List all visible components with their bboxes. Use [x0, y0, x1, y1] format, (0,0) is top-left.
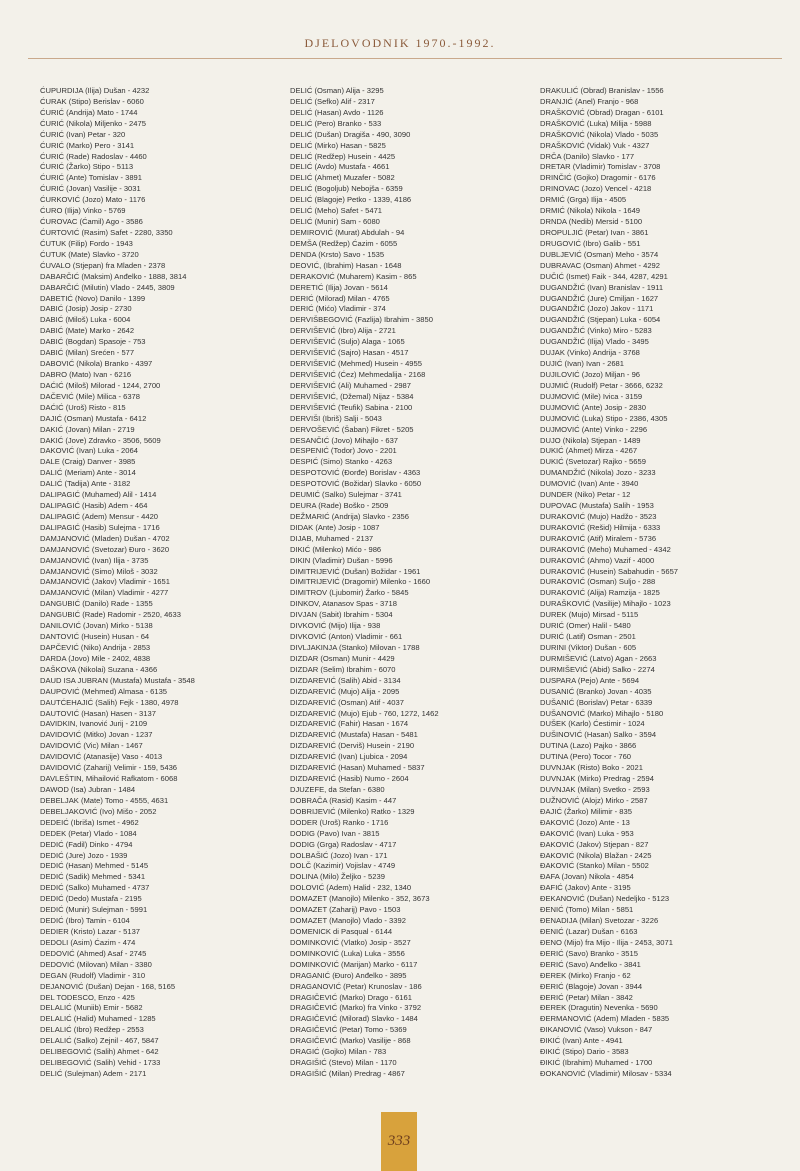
index-entry: ĐIKIĆ (Ibrahim) Muhamed - 1700 [540, 1058, 653, 1068]
index-entry: DALIĆ (Meriam) Ante - 3014 [40, 468, 136, 478]
index-entry: DOMENICK di Pasqual - 6144 [290, 926, 393, 936]
index-entry: DELIĆ (Mirko) Hasan - 5825 [290, 140, 386, 150]
index-entry: DABOVIĆ (Nikola) Branko - 4397 [40, 359, 153, 369]
index-entry: DRAŠKOVIĆ (Vidak) Vuk - 4327 [540, 140, 650, 150]
index-entry: DAVIDOVIĆ (Vic) Milan - 1467 [40, 741, 143, 751]
index-entry: DABARČIĆ (Maksim) Anđelko - 1888, 3814 [40, 271, 187, 281]
index-entry: DIVLJAKINJA (Stanko) Milovan - 1788 [290, 643, 420, 653]
index-entry: ĐAKOVIĆ (Jozo) Ante - 13 [540, 817, 630, 827]
index-entry: DUŠANOVIĆ (Marko) Mihajlo - 5180 [540, 708, 664, 718]
index-entry: ĆURKOVIĆ (Jozo) Mato - 1176 [40, 195, 146, 205]
index-entry: DIVKOVIĆ (Mijo) Ilija - 938 [290, 621, 381, 631]
index-entry: DELIĆ (Osman) Alija - 3295 [290, 86, 384, 95]
index-entry: DIZDAREVIĆ (Salih) Abid - 3134 [290, 675, 401, 685]
index-entry: DIZDAREVIĆ (Mujo) Ejub - 760, 1272, 1462 [290, 708, 439, 718]
index-entry: DAVLEŠTIN, Mihailović Rafkatom - 6068 [40, 774, 178, 784]
index-entry: DAVIDOVIĆ (Mitko) Jovan - 1237 [40, 730, 153, 740]
index-entry: DELIĆ (Avdo) Mustafa - 4661 [290, 162, 390, 172]
index-entry: DRČA (Danilo) Slavko - 177 [540, 151, 635, 161]
index-entry: DIZDAR (Osman) Munir - 4429 [290, 653, 395, 663]
index-entry: DAMJANOVIĆ (Mladen) Dušan - 4702 [40, 533, 170, 543]
index-entry: DIVKOVIĆ (Anton) Vladimir - 661 [290, 632, 403, 642]
index-entry: DELIĆ (Sefko) Alif - 2317 [290, 96, 375, 106]
index-entry: DAKOVIĆ (Ivan) Luka - 2064 [40, 446, 138, 456]
index-entry: DUGANDŽIĆ (Vinko) Miro - 5283 [540, 326, 652, 336]
index-entry: DUGANDŽIĆ (Ilija) Vlado - 3495 [540, 337, 649, 347]
index-entry: DABIĆ (Bogdan) Spasoje - 753 [40, 337, 146, 347]
index-entry: ĆURAK (Stipo) Berislav - 6060 [40, 96, 144, 106]
index-entry: DIMITRIJEVIĆ (Dragomir) Milenko - 1660 [290, 577, 431, 587]
index-entry: DUJMOVIĆ (Ante) Josip - 2830 [540, 402, 646, 412]
index-entry: DEDIĆ (Salko) Muhamed - 4737 [40, 883, 150, 893]
index-entry: DURAKOVIĆ (Atif) Miralem - 5736 [540, 533, 657, 543]
index-entry: DURAKOVIĆ (Alija) Ramzija - 1825 [540, 588, 660, 598]
index-entry: DURMIŠEVIĆ (Abid) Salko - 2274 [540, 664, 655, 674]
index-entry: DELIBEGOVIĆ (Salih) Ahmet - 642 [40, 1047, 159, 1057]
index-entry: DRAGIČEVIĆ (Marko) Vasilije - 868 [290, 1036, 411, 1046]
index-entry: DUREK (Mujo) Mirsad - 5115 [540, 610, 639, 620]
index-entry: DIZDAREVIĆ (Hasib) Numo - 2604 [290, 774, 409, 784]
page-number-badge [381, 1112, 417, 1171]
index-entry: DUBRAVAC (Osman) Ahmet - 4292 [540, 260, 660, 270]
index-entry: DODIG (Grga) Radoslav - 4717 [290, 839, 397, 849]
index-entry: DUJAK (Vinko) Andrija - 3768 [540, 348, 640, 358]
index-entry: DUTINA (Pero) Tocor - 760 [540, 752, 632, 762]
index-entry: DOMINKOVIĆ (Marijan) Marko - 6117 [290, 959, 418, 969]
index-entry: DRAGANOVIĆ (Petar) Krunoslav - 186 [290, 981, 422, 991]
index-column-1 [40, 86, 280, 1080]
index-entry: ĐERIĆ (Savo) Anđelko - 3841 [540, 959, 641, 969]
index-entry: ĐIKIĆ (Stipo) Dario - 3583 [540, 1047, 629, 1057]
index-entry: DALIPAGIĆ (Muhamed) Alil - 1414 [40, 490, 157, 500]
index-entry: DESPIĆ (Simo) Stanko - 4263 [290, 457, 393, 467]
index-entry: DIZDAREVIĆ (Derviš) Husein - 2190 [290, 741, 415, 751]
index-entry: DALE (Craig) Danver - 3985 [40, 457, 136, 467]
index-entry: DABRO (Mato) Ivan - 6216 [40, 369, 132, 379]
index-entry: DOLČ (Kazimir) Vojislav - 4749 [290, 861, 396, 871]
index-entry: DELIĆ (Redžep) Husein - 4425 [290, 151, 396, 161]
index-entry: ĆURIĆ (Ante) Tomislav - 3891 [40, 173, 142, 183]
index-entry: DAMJANOVIĆ (Milan) Vladimir - 4277 [40, 588, 169, 598]
index-entry: DELIBEGOVIĆ (Salih) Vehid - 1733 [40, 1058, 161, 1068]
index-entry: DAMJANOVIĆ (Ivan) Ilija - 3735 [40, 555, 149, 565]
index-entry: DEURA (Rade) Boško - 2509 [290, 501, 389, 511]
index-entry: DERIĆ (Milorad) Milan - 4765 [290, 293, 390, 303]
index-entry: DOLBAŠIĆ (Jozo) Ivan - 171 [290, 850, 388, 860]
index-entry: DIZDAREVIĆ (Mujo) Alija - 2095 [290, 686, 400, 696]
index-entry: DIDAK (Ante) Josip - 1087 [290, 522, 380, 532]
index-entry: DERVIŠEVIĆ (Ibro) Alija - 2721 [290, 326, 396, 336]
index-entry: DRAKULIĆ (Obrad) Branislav - 1556 [540, 86, 664, 95]
index-entry: DELIĆ (Hasan) Avdo - 1126 [290, 107, 384, 117]
index-entry: DAWOD (Isa) Jubran - 1484 [40, 785, 136, 794]
index-entry: DERVIŠEVIĆ (Ćez) Mehmedalija - 2168 [290, 369, 426, 379]
index-entry: DABETIĆ (Novo) Danilo - 1399 [40, 293, 146, 303]
index-entry: DERVIŠI (Ibriš) Salji - 5043 [290, 413, 382, 423]
index-entry: DABIĆ (Miloš) Luka - 6004 [40, 315, 131, 325]
index-entry: DESPOTOVIĆ (Božidar) Slavko - 6050 [290, 479, 422, 489]
index-entry: ĆURIĆ (Jovan) Vasilije - 3031 [40, 184, 141, 194]
index-entry: DERVIŠEVIĆ (Mehmed) Husein - 4955 [290, 359, 422, 369]
index-entry: DURIĆ (Latif) Osman - 2501 [540, 632, 636, 642]
index-entry: DUKIĆ (Svetozar) Rajko - 5659 [540, 457, 646, 467]
index-entry: DRUGOVIĆ (Ibro) Galib - 551 [540, 238, 641, 248]
index-entry: DOMAZET (Zaharij) Pavo - 1503 [290, 905, 401, 915]
index-entry: DOMAZET (Manojlo) Vlado - 3392 [290, 916, 406, 926]
index-entry: DEMIROVIĆ (Murat) Abdulah - 94 [290, 227, 405, 237]
index-entry: ĆURIĆ (Marko) Pero - 3141 [40, 140, 135, 150]
index-entry: DAUTĆEHAJIĆ (Salih) Fejk - 1380, 4978 [40, 697, 179, 707]
index-entry: DERVIŠEVIĆ (Ali) Muhamed - 2987 [290, 380, 411, 390]
index-entry: DUBLJEVIĆ (Osman) Meho - 3574 [540, 249, 659, 259]
index-entry: DERETIĆ (Ilija) Jovan - 5614 [290, 282, 388, 292]
index-entry: DRAGIŠIĆ (Milan) Predrag - 4867 [290, 1068, 405, 1078]
index-entry: DEDOLI (Asim) Ćazim - 474 [40, 937, 136, 947]
index-entry: DRAŠKOVIĆ (Nikola) Vlado - 5035 [540, 129, 659, 139]
index-entry: DEDOVIĆ (Milovan) Milan - 3380 [40, 959, 152, 969]
index-entry: DAVIDOVIĆ (Zaharij) Velimir - 159, 5436 [40, 763, 178, 773]
index-entry: DEMŠA (Redžep) Ćazim - 6055 [290, 238, 398, 248]
page-header: DJELOVODNIK 1970.-1992. [304, 36, 496, 50]
index-entry: ĐAJIĆ (Žarko) Milimir - 835 [540, 806, 632, 816]
index-entry: DEBELJAK (Mate) Tomo - 4555, 4631 [40, 795, 169, 805]
index-entry: DEL TODESCO, Enzo - 425 [40, 992, 135, 1002]
index-entry: DURAKOVIĆ (Meho) Muhamed - 4342 [540, 544, 671, 554]
index-entry: ĐAFA (Jovan) Nikola - 4854 [540, 872, 634, 882]
index-entry: DEDIĆ (Hasan) Mehmed - 5145 [40, 861, 149, 871]
index-entry: DEJANOVIĆ (Dušan) Dejan - 168, 5165 [40, 981, 176, 991]
index-entry: DIZDAR (Selim) Ibrahim - 6070 [290, 664, 396, 674]
index-entry: DOLINA (Milo) Željko - 5239 [290, 872, 385, 882]
index-entry: DEŽMARIĆ (Andrija) Slavko - 2356 [290, 511, 410, 521]
index-entry: DELIĆ (Pero) Branko - 533 [290, 118, 382, 128]
index-entry: DAPČEVIĆ (Niko) Andrija - 2853 [40, 643, 151, 653]
index-entry: DELIĆ (Bogoljub) Nebojša - 6359 [290, 184, 403, 194]
index-entry: DUGANDŽIĆ (Jure) Cmiljan - 1627 [540, 293, 659, 303]
index-entry: DERAKOVIĆ (Muharem) Kasim - 865 [290, 271, 417, 281]
index-entry: DEOVIĆ, (Ibrahim) Hasan - 1648 [290, 260, 402, 270]
index-entry: DALIPAGIĆ (Hasib) Sulejma - 1716 [40, 522, 160, 532]
index-entry: DODER (Uroš) Ranko - 1716 [290, 817, 389, 827]
index-entry: DUJMIĆ (Rudolf) Petar - 3666, 6232 [540, 380, 663, 390]
index-entry: DEBELJAKOVIĆ (Ivo) Mišo - 2052 [40, 806, 157, 816]
index-entry: DURAŠKOVIĆ (Vasilije) Mihajlo - 1023 [540, 599, 671, 609]
index-entry: DALIĆ (Tadija) Ante - 3182 [40, 479, 131, 489]
index-entry: DIVJAN (Sabit) Ibrahim - 5304 [290, 610, 393, 620]
index-entry: DAŠKOVA (Nikolai) Suzana - 4366 [40, 664, 158, 674]
index-entry: DUNDER (Niko) Petar - 12 [540, 490, 631, 500]
index-entry: DEDIĆ (Jure) Jozo - 1939 [40, 850, 128, 860]
index-entry: DAUTOVIĆ (Hasan) Hasen - 3137 [40, 708, 156, 718]
index-entry: DEDIĆ (Fadil) Dinko - 4794 [40, 839, 133, 849]
index-entry: ĐAKOVIĆ (Ivan) Luka - 953 [540, 828, 634, 838]
index-entry: ĐENO (Mijo) fra Mijo - Ilija - 2453, 3071 [540, 937, 673, 947]
index-entry: ĆURTOVIĆ (Rasim) Safet - 2280, 3350 [40, 227, 173, 237]
index-entry: DELALIĆ (Halid) Muhamed - 1285 [40, 1014, 156, 1024]
index-entry: DUVNJAK (Risto) Boko - 2021 [540, 763, 643, 773]
index-entry: DUŠINOVIĆ (Hasan) Salko - 3594 [540, 730, 657, 740]
index-entry: DUTINA (Lazo) Pajko - 3866 [540, 741, 637, 751]
index-entry: DEUMIĆ (Salko) Sulejmar - 3741 [290, 490, 402, 500]
index-entry: DUGANDŽIĆ (Ivan) Branislav - 1911 [540, 282, 664, 292]
index-entry: ĐERIĆ (Petar) Milan - 3842 [540, 992, 633, 1002]
index-entry: DARDA (Jovo) Mile - 2402, 4838 [40, 653, 151, 663]
index-entry: DAUD ISA JUBRAN (Mustafa) Mustafa - 3548 [40, 675, 195, 685]
index-entry: DIZDAREVIĆ (Fahir) Hasan - 1674 [290, 719, 409, 729]
index-entry: DALIPAGIĆ (Hasib) Adem - 464 [40, 501, 148, 511]
index-entry: DAMJANOVIĆ (Jakov) Vladimir - 1651 [40, 577, 170, 587]
index-entry: DELIĆ (Ahmet) Muzafer - 5082 [290, 173, 395, 183]
index-entry: DAUPOVIĆ (Mehmed) Almasa - 6135 [40, 686, 168, 696]
index-entry: DOLOVIĆ (Adem) Halid - 232, 1340 [290, 883, 412, 893]
index-entry: DUPOVAC (Mustafa) Salih - 1953 [540, 501, 654, 511]
index-entry: ĆUVALO (Stjepan) fra Mladen - 2378 [40, 260, 166, 270]
index-entry: ĆURIĆ (Rade) Radoslav - 4460 [40, 151, 147, 161]
index-entry: DJUZEFE, da Stefan - 6380 [290, 785, 385, 794]
index-entry: DOMINKOVIĆ (Luka) Luka - 3556 [290, 948, 405, 958]
index-entry: DAKIĆ (Jove) Zdravko - 3506, 5609 [40, 435, 161, 445]
header-rule [28, 58, 782, 59]
index-entry: DURAKOVIĆ (Rešid) Hilmija - 6333 [540, 522, 661, 532]
index-entry: ĆURIĆ (Ivan) Petar - 320 [40, 129, 126, 139]
index-entry: ĆUTUK (Mate) Slavko - 3720 [40, 249, 139, 259]
index-entry: DUJILOVIĆ (Jozo) Miljan - 96 [540, 369, 641, 379]
index-entry: DUVNJAK (Milan) Svetko - 2593 [540, 785, 650, 794]
index-entry: ĐERMANOVIĆ (Adem) Mladen - 5835 [540, 1014, 670, 1024]
index-entry: DUSPARA (Pejo) Ante - 5694 [540, 675, 640, 685]
index-entry: ĐIKANOVIĆ (Vaso) Vukson - 847 [540, 1025, 653, 1035]
index-entry: DIKIĆ (Milenko) Mićo - 986 [290, 544, 382, 554]
index-entry: DOBRAČA (Rasid) Kasim - 447 [290, 795, 397, 805]
index-entry: DEDIĆ (Ibro) Tamin - 6104 [40, 916, 130, 926]
index-entry: DRINOVAC (Jozo) Vencel - 4218 [540, 184, 652, 194]
index-entry: DUMANDŽIĆ (Nikola) Jozo - 3233 [540, 468, 656, 478]
index-entry: ĐAKOVIĆ (Stanko) Milan - 5502 [540, 861, 649, 871]
index-entry: DAVIDOVIĆ (Atanasije) Vaso - 4013 [40, 752, 163, 762]
index-entry: DUJMOVIĆ (Ante) Vinko - 2296 [540, 424, 648, 434]
index-entry: DRAGIĆ (Gojko) Milan - 783 [290, 1047, 387, 1057]
index-entry: DAĆIĆ (Uroš) Risto - 815 [40, 402, 126, 412]
index-entry: DALIPAGIĆ (Adem) Mensur - 4420 [40, 511, 159, 521]
index-entry: ĆURIĆ (Andrija) Mato - 1744 [40, 107, 138, 117]
index-entry: DRINČIĆ (Gojko) Dragomir - 6176 [540, 173, 656, 183]
index-entry: ĐAKOVIĆ (Jakov) Stjepan - 827 [540, 839, 649, 849]
index-entry: DUJIĆ (Ivan) Ivan - 2681 [540, 359, 624, 369]
index-entry: ĐIKIĆ (Ivan) Ante - 4941 [540, 1036, 623, 1046]
index-entry: ĐEREK (Dragutin) Nevenka - 5690 [540, 1003, 658, 1013]
index-entry: DUŽNOVIĆ (Alojz) Mirko - 2587 [540, 795, 648, 805]
index-entry: DESPENIĆ (Todor) Jovo - 2201 [290, 446, 397, 456]
index-entry: ĐENIĆ (Lazar) Dušan - 6163 [540, 926, 638, 936]
index-entry: DUŠEK (Karlo) Ćestimir - 1024 [540, 719, 645, 729]
index-entry: DAĆIĆ (Miloš) Milorad - 1244, 2700 [40, 380, 161, 390]
index-entry: DURINI (Viktor) Dušan - 605 [540, 643, 637, 653]
index-entry: DANGUBIĆ (Rade) Radomir - 2520, 4633 [40, 610, 181, 620]
index-column-3 [540, 86, 780, 1080]
index-entry: DELALIĆ (Muniib) Emir - 5682 [40, 1003, 143, 1013]
index-entry: DABIĆ (Josip) Josip - 2730 [40, 304, 132, 314]
index-entry: DELIĆ (Dušan) Dragiša - 490, 3090 [290, 129, 411, 139]
index-entry: DRAŠKOVIĆ (Luka) Milija - 5988 [540, 118, 652, 128]
index-entry: DOMINKOVIĆ (Vlatko) Josip - 3527 [290, 937, 411, 947]
index-entry: DRAGIČEVIĆ (Milorad) Slavko - 1484 [290, 1014, 418, 1024]
index-entry: ĆURO (Ilija) Vinko - 5769 [40, 206, 126, 216]
index-entry: DRETAR (Vladimir) Tomislav - 3708 [540, 162, 661, 172]
index-entry: DELALIĆ (Ibro) Redžep - 2553 [40, 1025, 144, 1035]
index-entry: ĐAKOVIĆ (Nikola) Blažan - 2425 [540, 850, 652, 860]
index-entry: DUKIĆ (Ahmet) Mirza - 4267 [540, 446, 638, 456]
index-entry: ĆURIĆ (Nikola) Miljenko - 2475 [40, 118, 146, 128]
index-entry: DRAŠKOVIĆ (Obrad) Dragan - 6101 [540, 107, 664, 117]
index-entry: DEDIĆ (Sadik) Mehmed - 5341 [40, 872, 146, 882]
index-column-2 [290, 86, 530, 1080]
index-entry: DESPOTOVIĆ (Đorđe) Borislav - 4363 [290, 468, 421, 478]
index-entry: DOMAZET (Manojlo) Milenko - 352, 3673 [290, 894, 430, 904]
index-entry: DERVIŠEVIĆ, (Džemal) Nijaz - 5384 [290, 391, 414, 401]
index-entry: ĐERIĆ (Savo) Branko - 3515 [540, 948, 638, 958]
index-entry: DELIĆ (Blagoje) Petko - 1339, 4186 [290, 195, 412, 205]
index-entry: DERVIŠEVIĆ (Suljo) Alaga - 1065 [290, 337, 405, 347]
index-entry: DIMITROV (Ljubomir) Žarko - 5845 [290, 588, 409, 598]
index-entry: DAKIĆ (Jovan) Milan - 2719 [40, 424, 135, 434]
index-entry: DANILOVIĆ (Jovan) Mirko - 5138 [40, 621, 153, 631]
index-entry: DRMIĆ (Nikola) Nikola - 1649 [540, 206, 641, 216]
index-entry: ĆUPURDIJA (Ilija) Dušan - 4232 [40, 86, 150, 95]
index-entry: DUJMOVIĆ (Mile) Ivica - 3159 [540, 391, 643, 401]
index-entry: DERVIŠBEGOVIĆ (Fazlija) Ibrahim - 3850 [290, 315, 433, 325]
index-entry: DURMIŠEVIĆ (Latvo) Agan - 2663 [540, 653, 657, 663]
index-entry: DUVNJAK (Mirko) Predrag - 2594 [540, 774, 654, 784]
index-entry: DRMIĆ (Grga) Ilija - 4505 [540, 195, 627, 205]
index-entry: ĐEKANOVIĆ (Dušan) Nedeljko - 5123 [540, 894, 670, 904]
index-entry: DUGANDŽIĆ (Jozo) Jakov - 1171 [540, 304, 654, 314]
index-entry: DABIĆ (Mate) Marko - 2642 [40, 326, 135, 336]
index-entry: DERIĆ (Mićo) Vladimir - 374 [290, 304, 386, 314]
index-entry: DEGAN (Rudolf) Vladimir - 310 [40, 970, 146, 980]
index-entry: ĐENIĆ (Tomo) Milan - 5851 [540, 905, 634, 915]
index-entry: ĆUTUK (Filip) Fordo - 1943 [40, 238, 133, 248]
index-entry: ĐAFIĆ (Jakov) Ante - 3195 [540, 883, 631, 893]
index-entry: DRAGIŠIĆ (Stevo) Milan - 1170 [290, 1058, 397, 1068]
index-entry: DAMJANOVIĆ (Simo) Miloš - 3032 [40, 566, 158, 576]
index-entry: DIZDAREVIĆ (Osman) Atif - 4037 [290, 697, 404, 707]
index-entry: ĆURIĆ (Žarko) Stipo - 5113 [40, 162, 134, 172]
index-entry: DELALIĆ (Salko) Zejnil - 467, 5847 [40, 1036, 159, 1046]
index-entry: DRAGIČEVIĆ (Marko) Drago - 6161 [290, 992, 412, 1002]
index-entry: DURAKOVIĆ (Osman) Suljo - 288 [540, 577, 656, 587]
index-entry: DAVIDKIN, Ivanović Jurij - 2109 [40, 719, 148, 729]
index-entry: DABARČIĆ (Milutin) Vlado - 2445, 3809 [40, 282, 175, 292]
index-entry: DELIĆ (Meho) Safet - 5471 [290, 206, 383, 216]
index-entry: ĐEREK (Mirko) Franjo - 62 [540, 970, 631, 980]
index-entry: DIZDAREVIĆ (Ivan) Ljubica - 2094 [290, 752, 408, 762]
index-entry: DRAGIČEVIĆ (Marko) fra Vinko - 3792 [290, 1003, 422, 1013]
index-entry: DODIG (Pavo) Ivan - 3815 [290, 828, 380, 838]
index-entry: DUJMOVIĆ (Luka) Stipo - 2386, 4305 [540, 413, 668, 423]
index-entry: DEDIĆ (Dedo) Mustafa - 2195 [40, 894, 142, 904]
index-entry: DELIĆ (Sulejman) Adem - 2171 [40, 1068, 147, 1078]
index-entry: DIMITRIJEVIĆ (Dušan) Božidar - 1961 [290, 566, 421, 576]
index-entry: DAJIĆ (Osman) Mustafa - 6412 [40, 413, 147, 423]
index-entry: DRAGANIĆ (Đuro) Anđelko - 3895 [290, 970, 407, 980]
index-entry: DEDEIĆ (Ibriša) Ismet - 4962 [40, 817, 139, 827]
index-entry: DENDA (Krsto) Savo - 1535 [290, 249, 385, 259]
index-entry: DURAKOVIĆ (Mujo) Hadžo - 3523 [540, 511, 657, 521]
index-entry: DANGUBIĆ (Danilo) Rade - 1355 [40, 599, 153, 609]
index-entry: DAČEVIĆ (Mile) Milica - 6378 [40, 391, 141, 401]
index-entry: DRAGIČEVIĆ (Petar) Tomo - 5369 [290, 1025, 407, 1035]
index-entry: DIKIN (Vladimir) Dušan - 5996 [290, 555, 393, 565]
index-entry: DIJAB, Muhamed - 2137 [290, 533, 374, 543]
index-entry: DOBRIJEVIĆ (Milenko) Ratko - 1329 [290, 806, 415, 816]
index-entry: DABIĆ (Milan) Srećen - 577 [40, 348, 135, 358]
index-entry: DEDIĆ (Munir) Sulejman - 5991 [40, 905, 148, 915]
index-entry: DUSANIĆ (Branko) Jovan - 4035 [540, 686, 652, 696]
index-entry: DESANČIĆ (Jovo) Mihajlo - 637 [290, 435, 399, 445]
index-entry: DURAKOVIĆ (Husein) Sabahudin - 5657 [540, 566, 679, 576]
index-entry: DUMOVIĆ (Ivan) Ante - 3940 [540, 479, 639, 489]
index-entry: ĐENADIJA (Milan) Svetozar - 3226 [540, 916, 659, 926]
index-entry: DURAKOVIĆ (Ahmo) Vazif - 4000 [540, 555, 655, 565]
index-entry: DRANJIĆ (Anel) Franjo - 968 [540, 96, 639, 106]
index-entry: ĆUROVAC (Ćamil) Ago - 3586 [40, 217, 143, 227]
page-number: 333 [387, 1133, 411, 1149]
index-entry: DUŠANIĆ (Borislav) Petar - 6339 [540, 697, 653, 707]
index-entry: DELIĆ (Munir) Sam - 6080 [290, 217, 380, 227]
index-entry: DERVIŠEVIĆ (Teufik) Sabina - 2100 [290, 402, 413, 412]
index-entry: DEDOVIĆ (Ahmed) Asaf - 2745 [40, 948, 147, 958]
index-entry: DURIĆ (Omer) Halil - 5480 [540, 621, 631, 631]
index-entry: DRNDA (Nedib) Mersid - 5100 [540, 217, 643, 227]
index-entry: DINKOV, Atanasov Spas - 3718 [290, 599, 397, 609]
index-entry: DIZDAREVIĆ (Mustafa) Hasan - 5481 [290, 730, 418, 740]
index-entry: DERVOŠEVIĆ (Šaban) Fikret - 5205 [290, 424, 414, 434]
index-entry: DUGANDŽIĆ (Stjepan) Luka - 6054 [540, 315, 661, 325]
index-entry: DERVIŠEVIĆ (Sajro) Hasan - 4517 [290, 348, 409, 358]
index-entry: ĐERIĆ (Blagoje) Jovan - 3944 [540, 981, 643, 991]
index-entry: DROPULJIĆ (Petar) Ivan - 3861 [540, 227, 649, 237]
index-entry: DUJO (Nikola) Stjepan - 1489 [540, 435, 641, 445]
index-entry: DUČIĆ (Ismet) Faik - 344, 4287, 4291 [540, 271, 668, 281]
index-entry: DEDIER (Kristo) Lazar - 5137 [40, 926, 141, 936]
index-entry: DEDEK (Petar) Vlado - 1084 [40, 828, 137, 838]
index-entry: DAMJANOVIĆ (Svetozar) Đuro - 3620 [40, 544, 170, 554]
index-entry: DANTOVIĆ (Husein) Husan - 64 [40, 632, 150, 642]
index-entry: ĐOKANOVIĆ (Vladimir) Milosav - 5334 [540, 1068, 672, 1078]
index-entry: DIZDAREVIĆ (Hasan) Muhamed - 5837 [290, 763, 425, 773]
